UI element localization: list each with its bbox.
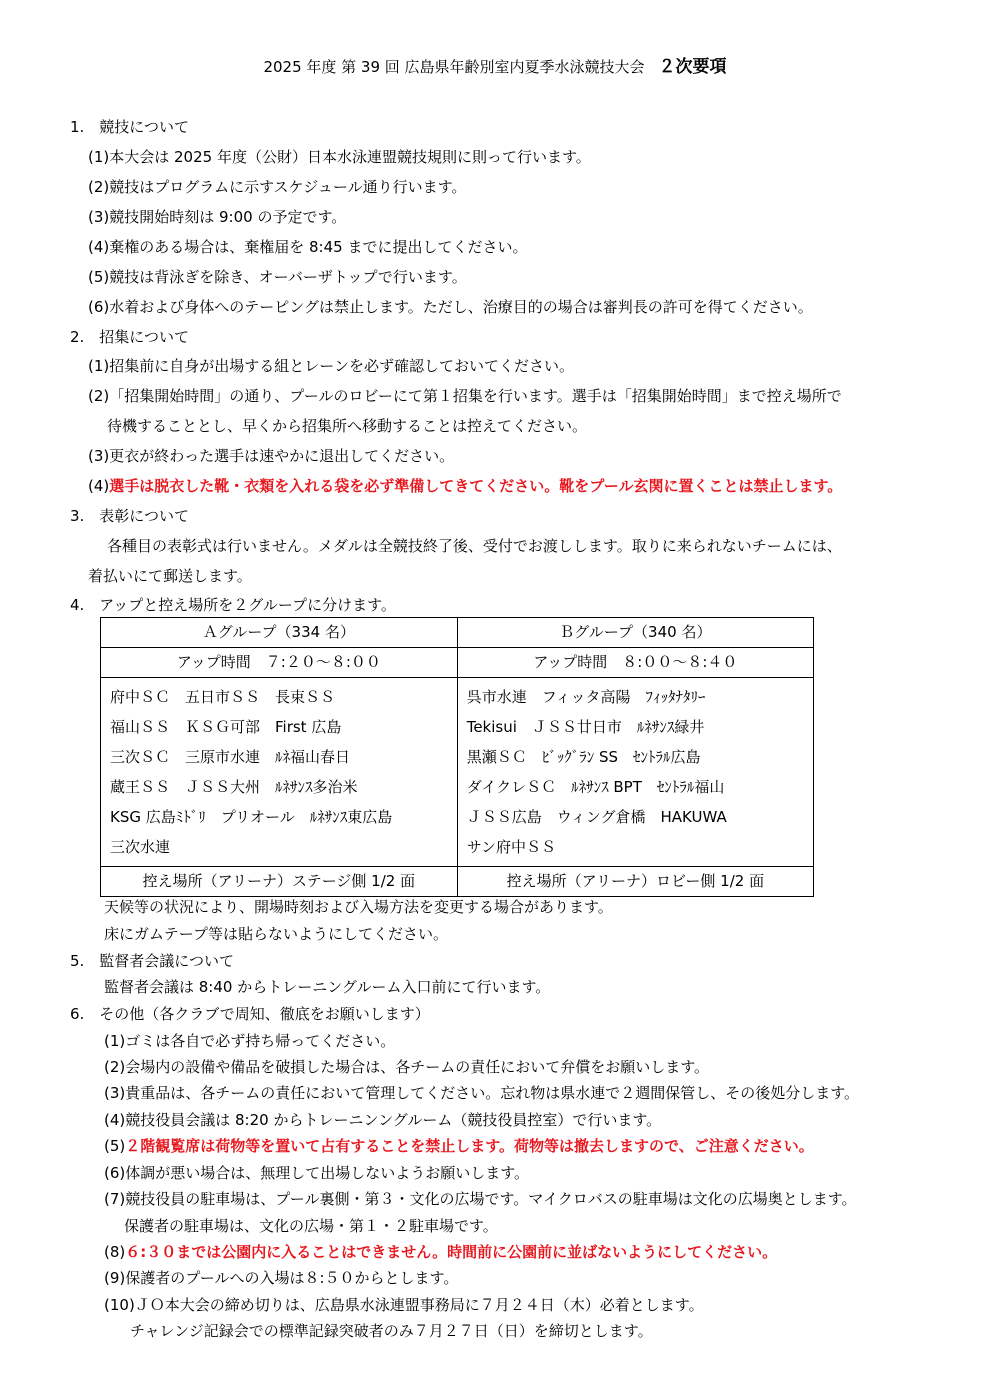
s5-line-1: 監督者会議は 8:40 からトレーニングルーム入口前にて行います。	[104, 978, 551, 996]
section-6-heading: 6. その他（各クラブで周知、徹底をお願いします）	[70, 1005, 430, 1023]
s2-item-2b: 待機することとし、早くから招集所へ移動することは控えてください。	[107, 417, 588, 435]
s6-item-10a: (10)ＪＯ本大会の締め切りは、広島県水泳連盟事務局に７月２４日（木）必着とします。	[104, 1296, 704, 1314]
s2-item-4-warning: 選手は脱衣した靴・衣類を入れる袋を必ず準備してきてください。靴をプール玄関に置くことは禁止します。	[109, 477, 843, 495]
s3-line-1: 各種目の表彰式は行いません。メダルは全競技終了後、受付でお渡しします。取りに来られないチームには、	[107, 537, 842, 555]
s6-item-5	[104, 1136, 814, 1156]
s2-item-3: (3)更衣が終わった選手は速やかに退出してください。	[88, 447, 455, 465]
group-a-place: 控え場所（アリーナ）ステージ側 1/2 面	[101, 867, 458, 897]
team-row: ダイクレＳＣ ﾙﾈｻﾝｽ BPT ｾﾝﾄﾗﾙ福山	[466, 778, 725, 796]
team-row: 黒瀬ＳＣ ﾋﾞｯｸﾞﾗﾝ SS ｾﾝﾄﾗﾙ広島	[466, 748, 701, 766]
s6-item-5-num: (5)	[104, 1137, 126, 1155]
s1-item-6: (6)水着および身体へのテーピングは禁止します。ただし、治療目的の場合は審判長の許可を得てください。	[88, 298, 813, 316]
section-4-heading: 4. アップと控え場所を２グループに分けます。	[70, 596, 396, 614]
s1-item-5: (5)競技は背泳ぎを除き、オーバーザトップで行います。	[88, 268, 467, 286]
section-3-heading: 3. 表彰について	[70, 507, 190, 525]
team-row: KSG 広島ﾐﾄﾞﾘ プリオール ﾙﾈｻﾝｽ東広島	[110, 808, 393, 826]
s6-item-3: (3)貴重品は、各チームの責任において管理してください。忘れ物は県水連で２週間保管し、その後処分します。	[104, 1084, 860, 1102]
section-1-heading: 1. 競技について	[70, 118, 190, 136]
s4-note-2: 床にガムテープ等は貼らないようにしてください。	[104, 925, 448, 943]
team-row: 三次水連	[110, 838, 171, 856]
section-2-heading: 2. 招集について	[70, 328, 190, 346]
team-row: サン府中ＳＳ	[466, 838, 556, 856]
group-a-teams	[101, 678, 458, 867]
group-b-time: アップ時間 ８:００～８:４０	[457, 648, 813, 678]
group-b-place: 控え場所（アリーナ）ロビー側 1/2 面	[457, 867, 813, 897]
s6-item-1: (1)ゴミは各自で必ず持ち帰ってください。	[104, 1032, 396, 1050]
s6-item-7b: 保護者の駐車場は、文化の広場・第１・２駐車場です。	[124, 1217, 498, 1235]
s6-item-6: (6)体調が悪い場合は、無理して出場しないようお願いします。	[104, 1164, 530, 1182]
team-row: 福山ＳＳ ＫＳＧ可部 First 広島	[110, 718, 342, 736]
s2-item-4-num: (4)	[88, 477, 110, 495]
s6-item-5-warning: ２階観覧席は荷物等を置いて占有することを禁止します。荷物等は撤去しますので、ご注意ください。	[125, 1137, 814, 1155]
group-b-name: Ｂグループ（340 名）	[457, 618, 813, 648]
s2-item-1: (1)招集前に自身が出場する組とレーンを必ず確認しておいてください。	[88, 357, 574, 375]
team-row: 府中ＳＣ 五日市ＳＳ 長束ＳＳ	[110, 688, 336, 706]
s6-item-2: (2)会場内の設備や備品を破損した場合は、各チームの責任において弁償をお願いします。	[104, 1058, 710, 1076]
group-a-name: Ａグループ（334 名）	[101, 618, 458, 648]
s6-item-9: (9)保護者のプールへの入場は８:５０からとします。	[104, 1269, 459, 1287]
s6-item-8-warning: ６:３０までは公園内に入ることはできません。時間前に公園前に並ばないようにしてください。	[125, 1243, 778, 1261]
team-row: 呉市水連 フィッタ高陽 ﾌｨｯﾀﾅﾀﾘｰ	[466, 688, 706, 706]
s2-item-4	[88, 476, 842, 496]
group-table	[100, 617, 814, 897]
s6-item-7a: (7)競技役員の駐車場は、プール裏側・第３・文化の広場です。マイクロバスの駐車場は文化の広場奥とします。	[104, 1190, 857, 1208]
s6-item-8-num: (8)	[104, 1243, 126, 1261]
s1-item-4: (4)棄権のある場合は、棄権届を 8:45 までに提出してください。	[88, 238, 528, 256]
document-title	[0, 52, 990, 77]
title-sub: ２次要項	[658, 57, 727, 77]
team-row: ＪＳＳ広島 ウィング倉橋 HAKUWA	[466, 808, 727, 826]
s6-item-4: (4)競技役員会議は 8:20 からトレーニンングルーム（競技役員控室）で行います。	[104, 1111, 662, 1129]
s6-item-10b: チャレンジ記録会での標準記録突破者のみ７月２７日（日）を締切とします。	[130, 1322, 653, 1340]
s6-item-8	[104, 1242, 777, 1262]
team-row: 三次ＳＣ 三原市水連 ﾙﾈ福山春日	[110, 748, 351, 766]
s4-note-1: 天候等の状況により、開場時刻および入場方法を変更する場合があります。	[104, 898, 613, 916]
s3-line-2: 着払いにて郵送します。	[88, 567, 252, 585]
s1-item-2: (2)競技はプログラムに示すスケジュール通り行います。	[88, 178, 467, 196]
title-main: 2025 年度 第 39 回 広島県年齢別室内夏季水泳競技大会	[263, 58, 645, 76]
team-row: Tekisui ＪＳＳ廿日市 ﾙﾈｻﾝｽ緑井	[466, 718, 705, 736]
group-a-time: アップ時間 ７:２０～８:００	[101, 648, 458, 678]
s2-item-2a: (2)「招集開始時間」の通り、プールのロビーにて第１招集を行います。選手は「招集開始時間」まで控え場所で	[88, 387, 842, 405]
team-row: 蔵王ＳＳ ＪＳＳ大州 ﾙﾈｻﾝｽ多治米	[110, 778, 358, 796]
group-b-teams	[457, 678, 813, 867]
section-5-heading: 5. 監督者会議について	[70, 952, 235, 970]
s1-item-3: (3)競技開始時刻は 9:00 の予定です。	[88, 208, 347, 226]
s1-item-1: (1)本大会は 2025 年度（公財）日本水泳連盟競技規則に則って行います。	[88, 148, 591, 166]
